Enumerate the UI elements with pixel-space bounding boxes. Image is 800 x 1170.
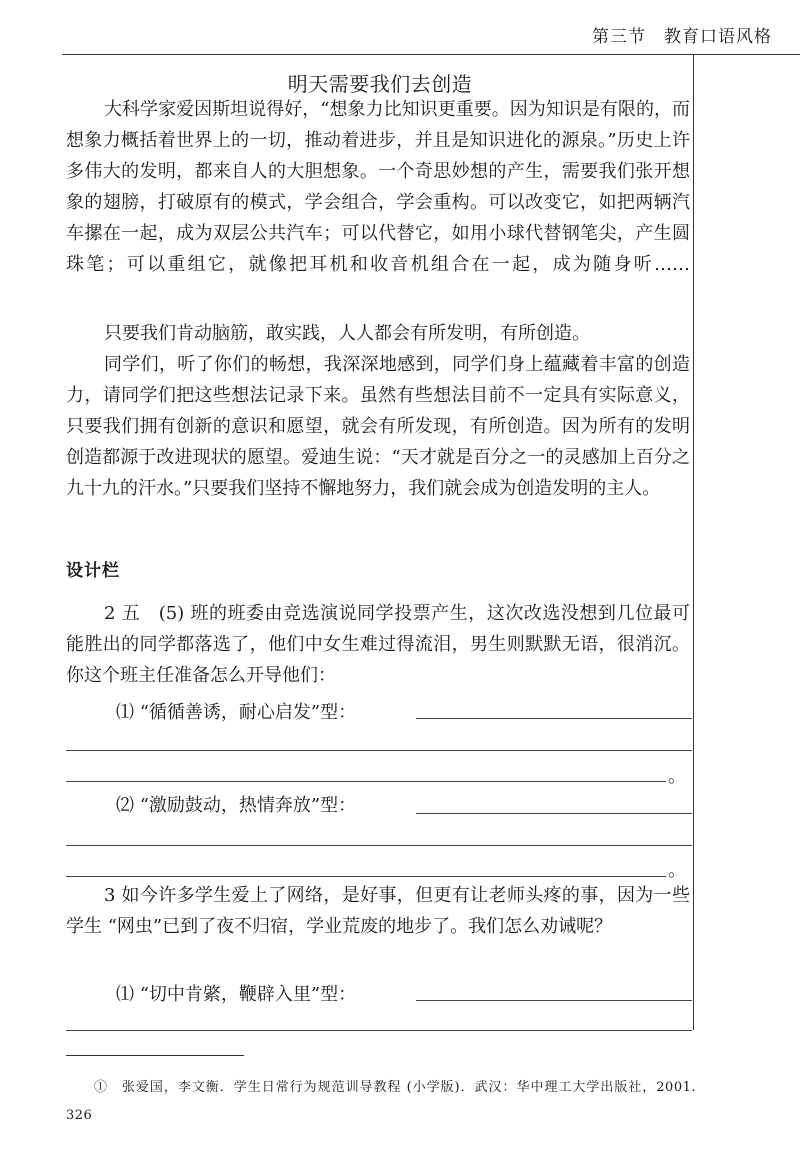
article-paragraph-2: 只要我们肯动脑筋，敢实践，人人都会有所发明，有所创造。 <box>104 323 590 344</box>
q3-answer-1-label: ⑴ “切中肯綮，鞭辟入里”型： <box>116 984 357 1005</box>
q2-answer-2-line-2[interactable] <box>66 845 692 846</box>
question-3-text: 3 如今许多学生爱上了网络，是好事，但更有让老师头疼的事，因为一些学生 “网虫”已到了夜不归宿，学业荒废的地步了。我们怎么劝诫呢？ <box>66 885 690 937</box>
q2-answer-1-period: 。 <box>668 766 686 787</box>
q2-answer-1-line-2[interactable] <box>66 750 692 751</box>
q2-answer-2-period: 。 <box>668 860 686 881</box>
q2-answer-2-label: ⑵ “激励鼓动，热情奔放”型： <box>116 795 357 816</box>
header-rule <box>62 54 800 55</box>
footnote-rule <box>66 1055 244 1056</box>
article-title: 明天需要我们去创造 <box>287 72 473 96</box>
q2-answer-1-label: ⑴ “循循善诱，耐心启发”型： <box>116 702 357 723</box>
question-2-text: 2 五 (5) 班的班委由竞选演说同学投票产生，这次改选没想到几位最可能胜出的同学都落选了，他们中女生难过得流泪，男生则默默无语，很消沉。你这个班主任准备怎么开导他们： <box>66 603 690 686</box>
chapter-section-title: 第三节 教育口语风格 <box>592 27 772 47</box>
q3-answer-1-line-1[interactable] <box>416 1000 692 1001</box>
q3-answer-1-line-2[interactable] <box>66 1030 692 1031</box>
q2-answer-2-line-1[interactable] <box>416 813 692 814</box>
q2-answer-1-line-1[interactable] <box>416 718 692 719</box>
article-paragraph-1: 大科学家爱因斯坦说得好，“想象力比知识更重要。因为知识是有限的，而想象力概括着世界上的一切，推动着进步，并且是知识进化的源泉。”历史上许多伟大的发明，都来自人的大胆想象。一个奇思妙想的产生，需要我们张开想象的翅膀，打破原有的模式，学会组合，学会重构。可以改变它，如把两辆汽车摞在一起，成为双层公共汽车；可以代替它，如用小球代替钢笔尖，产生圆珠笔；可以重组它，就像把耳机和收音机组合在一起，成为随身听…… <box>66 99 690 275</box>
article-paragraph-3: 同学们，听了你们的畅想，我深深地感到，同学们身上蕴藏着丰富的创造力，请同学们把这些想法记录下来。虽然有些想法目前不一定具有实际意义，只要我们拥有创新的意识和愿望，就会有所发现，有所创造。因为所有的发明创造都源于改进现状的愿望。爱迪生说：“天才就是百分之一的灵感加上百分之九十九的汗水。”只要我们坚持不懈地努力，我们就会成为创造发明的主人。 <box>66 354 690 499</box>
margin-rule <box>693 55 694 1030</box>
q2-answer-1-line-3[interactable] <box>66 781 666 782</box>
design-section-title: 设计栏 <box>66 561 120 581</box>
q2-answer-2-line-3[interactable] <box>66 876 666 877</box>
footnote: ① 张爱国，李文衡．学生日常行为规范训导教程 (小学版)．武汉：华中理工大学出版社，2001. 326 <box>66 1080 696 1123</box>
